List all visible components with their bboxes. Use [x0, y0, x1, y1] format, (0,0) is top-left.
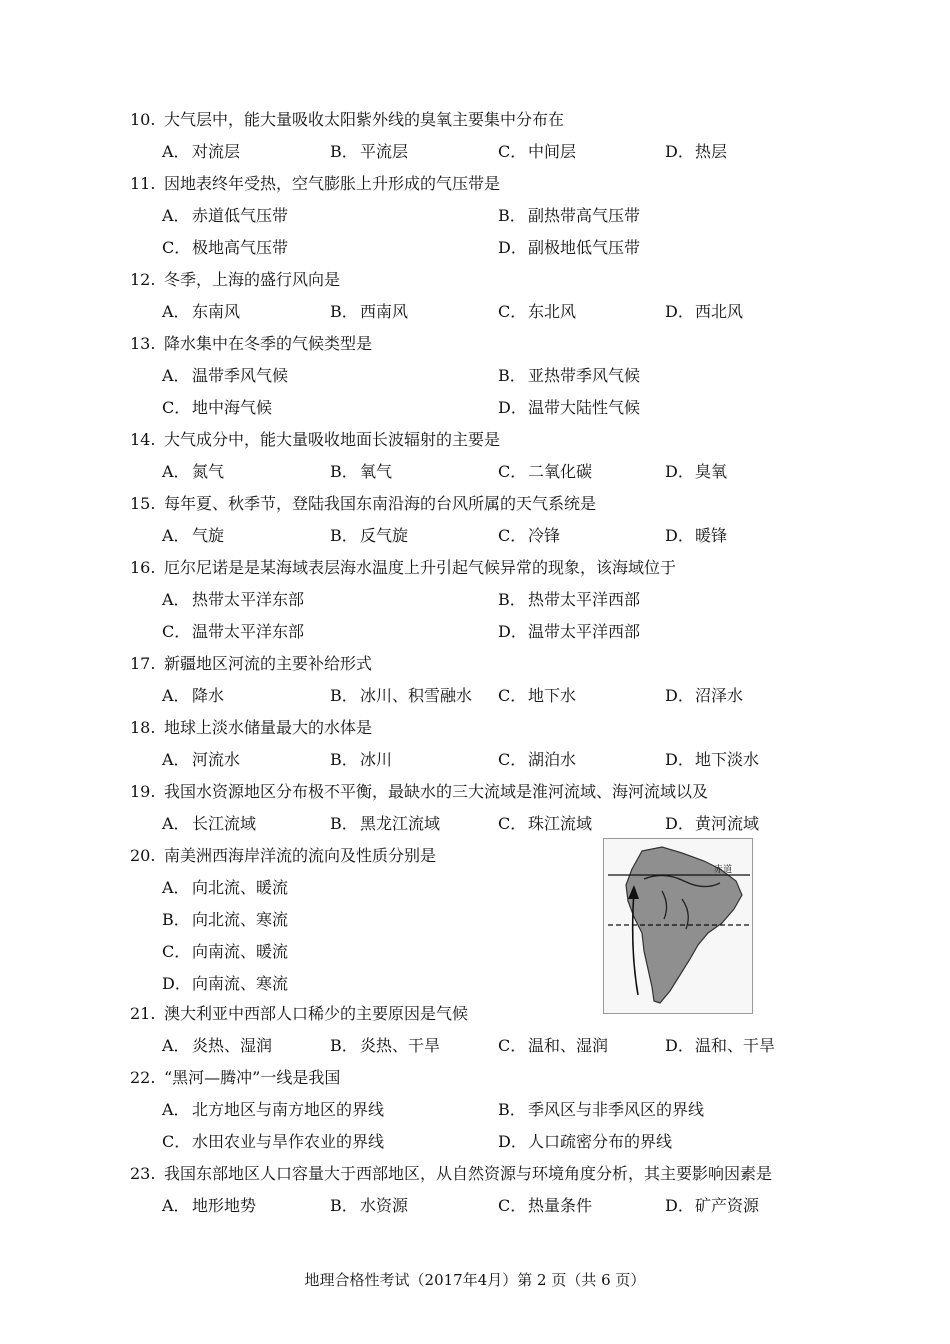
- answer-option[interactable]: [162, 232, 288, 264]
- answer-option[interactable]: [162, 520, 224, 552]
- option-key: B．: [330, 750, 358, 769]
- option-key: A．: [162, 1196, 190, 1215]
- question-text: “黑河—腾冲”一线是我国: [164, 1068, 341, 1087]
- option-key: D．: [162, 974, 191, 993]
- option-key: C．: [498, 1196, 527, 1215]
- answer-option[interactable]: [498, 136, 576, 168]
- answer-option[interactable]: [498, 808, 592, 840]
- option-key: C．: [162, 398, 191, 417]
- answer-option[interactable]: [498, 1030, 608, 1062]
- question-text: 因地表终年受热，空气膨胀上升形成的气压带是: [164, 174, 501, 193]
- option-text: 热量条件: [528, 1196, 593, 1215]
- question-stem: [130, 998, 468, 1030]
- question-number: 18.: [130, 718, 156, 737]
- option-key: D．: [498, 1132, 527, 1151]
- option-key: A．: [162, 750, 190, 769]
- option-key: D．: [498, 622, 527, 641]
- option-text: 温带太平洋西部: [528, 622, 641, 641]
- south-america-map-svg: [604, 839, 752, 1013]
- option-text: 暖锋: [695, 526, 728, 545]
- option-key: C．: [162, 238, 191, 257]
- option-text: 热带太平洋东部: [192, 590, 305, 609]
- option-text: 湖泊水: [528, 750, 577, 769]
- option-text: 河流水: [192, 750, 241, 769]
- option-text: 地下淡水: [695, 750, 760, 769]
- answer-option[interactable]: [162, 296, 240, 328]
- answer-option[interactable]: [498, 616, 640, 648]
- question-stem: [130, 424, 500, 456]
- option-text: 氧气: [360, 462, 393, 481]
- option-key: B．: [330, 1036, 358, 1055]
- option-text: 西南风: [360, 302, 409, 321]
- option-key: D．: [665, 686, 694, 705]
- option-text: 温带季风气候: [192, 366, 289, 385]
- question-number: 14.: [130, 430, 156, 449]
- option-text: 长江流域: [192, 814, 257, 833]
- option-text: 对流层: [192, 142, 241, 161]
- option-text: 地中海气候: [192, 398, 273, 417]
- option-text: 矿产资源: [695, 1196, 760, 1215]
- option-text: 黄河流域: [695, 814, 760, 833]
- answer-option[interactable]: [498, 1094, 704, 1126]
- option-key: A．: [162, 302, 190, 321]
- option-text: 中间层: [528, 142, 577, 161]
- option-key: D．: [665, 814, 694, 833]
- answer-option[interactable]: [162, 744, 240, 776]
- option-key: D．: [665, 750, 694, 769]
- option-text: 向南流、暖流: [192, 942, 289, 961]
- option-key: A．: [162, 462, 190, 481]
- answer-option[interactable]: [330, 680, 472, 712]
- question-text: 我国水资源地区分布极不平衡，最缺水的三大流域是淮河流域、海河流域以及: [164, 782, 709, 801]
- option-text: 平流层: [360, 142, 409, 161]
- question-text: 大气层中，能大量吸收太阳紫外线的臭氧主要集中分布在: [164, 110, 565, 129]
- question-stem: [130, 840, 436, 872]
- option-text: 气旋: [192, 526, 225, 545]
- question-number: 16.: [130, 558, 156, 577]
- option-key: B．: [162, 910, 190, 929]
- option-text: 沼泽水: [695, 686, 744, 705]
- answer-option[interactable]: [498, 456, 592, 488]
- answer-option[interactable]: [162, 136, 240, 168]
- option-text: 氮气: [192, 462, 225, 481]
- option-key: D．: [498, 238, 527, 257]
- option-text: 赤道低气压带: [192, 206, 289, 225]
- answer-option[interactable]: [330, 136, 408, 168]
- question-stem: [130, 328, 372, 360]
- option-text: 冰川、积雪融水: [360, 686, 473, 705]
- option-text: 温和、干旱: [695, 1036, 776, 1055]
- option-text: 温带大陆性气候: [528, 398, 641, 417]
- option-key: B．: [330, 814, 358, 833]
- answer-option[interactable]: [498, 1190, 592, 1222]
- option-key: A．: [162, 1100, 190, 1119]
- answer-option[interactable]: [162, 808, 256, 840]
- answer-option[interactable]: [330, 520, 408, 552]
- option-key: B．: [330, 462, 358, 481]
- page-footer: 地理合格性考试（2017年4月）第 2 页（共 6 页）: [304, 1271, 646, 1289]
- answer-option[interactable]: [498, 584, 640, 616]
- answer-option[interactable]: [330, 744, 392, 776]
- question-stem: [130, 1062, 340, 1094]
- option-key: C．: [498, 142, 527, 161]
- option-text: 季风区与非季风区的界线: [528, 1100, 705, 1119]
- question-text: 南美洲西海岸洋流的流向及性质分别是: [164, 846, 437, 865]
- question-number: 10.: [130, 110, 156, 129]
- option-key: B．: [330, 142, 358, 161]
- option-key: B．: [498, 1100, 526, 1119]
- option-key: A．: [162, 366, 190, 385]
- question-number: 23.: [130, 1164, 156, 1183]
- answer-option[interactable]: [330, 456, 392, 488]
- question-number: 20.: [130, 846, 156, 865]
- option-key: C．: [498, 462, 527, 481]
- option-key: C．: [498, 686, 527, 705]
- option-text: 热层: [695, 142, 728, 161]
- answer-option[interactable]: [162, 680, 224, 712]
- answer-option[interactable]: [498, 296, 576, 328]
- question-stem: [130, 1158, 772, 1190]
- option-text: 反气旋: [360, 526, 409, 545]
- option-key: C．: [498, 1036, 527, 1055]
- question-stem: [130, 776, 708, 808]
- option-key: C．: [498, 750, 527, 769]
- answer-option[interactable]: [665, 456, 727, 488]
- option-text: 冰川: [360, 750, 393, 769]
- answer-option[interactable]: [162, 456, 224, 488]
- answer-option[interactable]: [498, 1126, 672, 1158]
- answer-option[interactable]: [665, 744, 759, 776]
- option-key: A．: [162, 686, 190, 705]
- option-text: 水资源: [360, 1196, 409, 1215]
- answer-option[interactable]: [498, 200, 640, 232]
- answer-option[interactable]: [665, 296, 743, 328]
- option-key: C．: [162, 942, 191, 961]
- option-text: 炎热、湿润: [192, 1036, 273, 1055]
- option-key: B．: [330, 302, 358, 321]
- question-stem: [130, 552, 676, 584]
- answer-option[interactable]: [162, 1030, 272, 1062]
- answer-option[interactable]: [162, 1094, 384, 1126]
- option-text: 降水: [192, 686, 225, 705]
- question-stem: [130, 648, 372, 680]
- question-stem: [130, 264, 340, 296]
- answer-option[interactable]: [162, 584, 304, 616]
- option-text: 向北流、暖流: [192, 878, 289, 897]
- answer-option[interactable]: [162, 936, 288, 968]
- option-key: D．: [665, 142, 694, 161]
- option-text: 水田农业与旱作农业的界线: [192, 1132, 385, 1151]
- option-key: D．: [665, 1036, 694, 1055]
- answer-option[interactable]: [665, 136, 727, 168]
- answer-option[interactable]: [162, 200, 288, 232]
- option-text: 温带太平洋东部: [192, 622, 305, 641]
- option-key: C．: [498, 302, 527, 321]
- question-number: 12.: [130, 270, 156, 289]
- option-text: 地形地势: [192, 1196, 257, 1215]
- option-key: B．: [498, 206, 526, 225]
- question-text: 澳大利亚中西部人口稀少的主要原因是气候: [164, 1004, 469, 1023]
- option-key: D．: [665, 526, 694, 545]
- question-text: 我国东部地区人口容量大于西部地区，从自然资源与环境角度分析，其主要影响因素是: [164, 1164, 773, 1183]
- question-stem: [130, 104, 564, 136]
- answer-option[interactable]: [498, 392, 640, 424]
- question-number: 22.: [130, 1068, 156, 1087]
- south-america-map: [603, 838, 753, 1014]
- option-text: 东南风: [192, 302, 241, 321]
- option-text: 地下水: [528, 686, 577, 705]
- question-text: 降水集中在冬季的气候类型是: [164, 334, 373, 353]
- question-number: 17.: [130, 654, 156, 673]
- question-stem: [130, 712, 372, 744]
- question-text: 冬季，上海的盛行风向是: [164, 270, 341, 289]
- option-key: D．: [665, 462, 694, 481]
- option-key: A．: [162, 590, 190, 609]
- answer-option[interactable]: [498, 360, 640, 392]
- question-stem: [130, 488, 596, 520]
- answer-option[interactable]: [498, 680, 576, 712]
- answer-option[interactable]: [162, 1190, 256, 1222]
- question-number: 19.: [130, 782, 156, 801]
- option-text: 冷锋: [528, 526, 561, 545]
- option-text: 热带太平洋西部: [528, 590, 641, 609]
- question-number: 11.: [130, 174, 156, 193]
- option-text: 极地高气压带: [192, 238, 289, 257]
- question-number: 21.: [130, 1004, 156, 1023]
- option-key: C．: [498, 814, 527, 833]
- option-key: B．: [498, 366, 526, 385]
- answer-option[interactable]: [330, 1030, 440, 1062]
- option-text: 黑龙江流域: [360, 814, 441, 833]
- answer-option[interactable]: [162, 872, 288, 904]
- answer-option[interactable]: [162, 904, 288, 936]
- answer-option[interactable]: [162, 968, 288, 1000]
- answer-option[interactable]: [162, 1126, 384, 1158]
- option-text: 亚热带季风气候: [528, 366, 641, 385]
- option-text: 西北风: [695, 302, 744, 321]
- option-text: 向南流、寒流: [192, 974, 289, 993]
- option-text: 人口疏密分布的界线: [528, 1132, 673, 1151]
- answer-option[interactable]: [162, 360, 288, 392]
- option-text: 炎热、干旱: [360, 1036, 441, 1055]
- option-text: 副热带高气压带: [528, 206, 641, 225]
- option-key: B．: [330, 526, 358, 545]
- answer-option[interactable]: [330, 1190, 408, 1222]
- option-key: D．: [665, 1196, 694, 1215]
- option-text: 臭氧: [695, 462, 728, 481]
- option-key: A．: [162, 206, 190, 225]
- option-text: 二氧化碳: [528, 462, 593, 481]
- answer-option[interactable]: [330, 296, 408, 328]
- option-key: A．: [162, 142, 190, 161]
- option-text: 副极地低气压带: [528, 238, 641, 257]
- question-number: 13.: [130, 334, 156, 353]
- option-key: A．: [162, 814, 190, 833]
- option-text: 温和、湿润: [528, 1036, 609, 1055]
- option-key: B．: [330, 686, 358, 705]
- answer-option[interactable]: [665, 520, 727, 552]
- answer-option[interactable]: [498, 520, 560, 552]
- equator-label: 赤道: [714, 865, 733, 875]
- answer-option[interactable]: [665, 1030, 775, 1062]
- option-key: A．: [162, 526, 190, 545]
- answer-option[interactable]: [162, 392, 272, 424]
- answer-option[interactable]: [498, 744, 576, 776]
- answer-option[interactable]: [162, 616, 304, 648]
- option-key: C．: [162, 1132, 191, 1151]
- option-key: C．: [498, 526, 527, 545]
- option-text: 向北流、寒流: [192, 910, 289, 929]
- option-key: D．: [665, 302, 694, 321]
- option-text: 东北风: [528, 302, 577, 321]
- question-text: 大气成分中，能大量吸收地面长波辐射的主要是: [164, 430, 501, 449]
- answer-option[interactable]: [665, 808, 759, 840]
- answer-option[interactable]: [665, 680, 743, 712]
- question-number: 15.: [130, 494, 156, 513]
- option-key: D．: [498, 398, 527, 417]
- question-text: 地球上淡水储量最大的水体是: [164, 718, 373, 737]
- option-key: A．: [162, 1036, 190, 1055]
- answer-option[interactable]: [665, 1190, 759, 1222]
- question-text: 新疆地区河流的主要补给形式: [164, 654, 373, 673]
- question-text: 每年夏、秋季节，登陆我国东南沿海的台风所属的天气系统是: [164, 494, 597, 513]
- answer-option[interactable]: [330, 808, 440, 840]
- option-text: 珠江流域: [528, 814, 593, 833]
- question-text: 厄尔尼诺是是某海域表层海水温度上升引起气候异常的现象，该海域位于: [164, 558, 677, 577]
- option-key: B．: [498, 590, 526, 609]
- option-text: 北方地区与南方地区的界线: [192, 1100, 385, 1119]
- answer-option[interactable]: [498, 232, 640, 264]
- question-stem: [130, 168, 500, 200]
- option-key: B．: [330, 1196, 358, 1215]
- option-key: C．: [162, 622, 191, 641]
- option-key: A．: [162, 878, 190, 897]
